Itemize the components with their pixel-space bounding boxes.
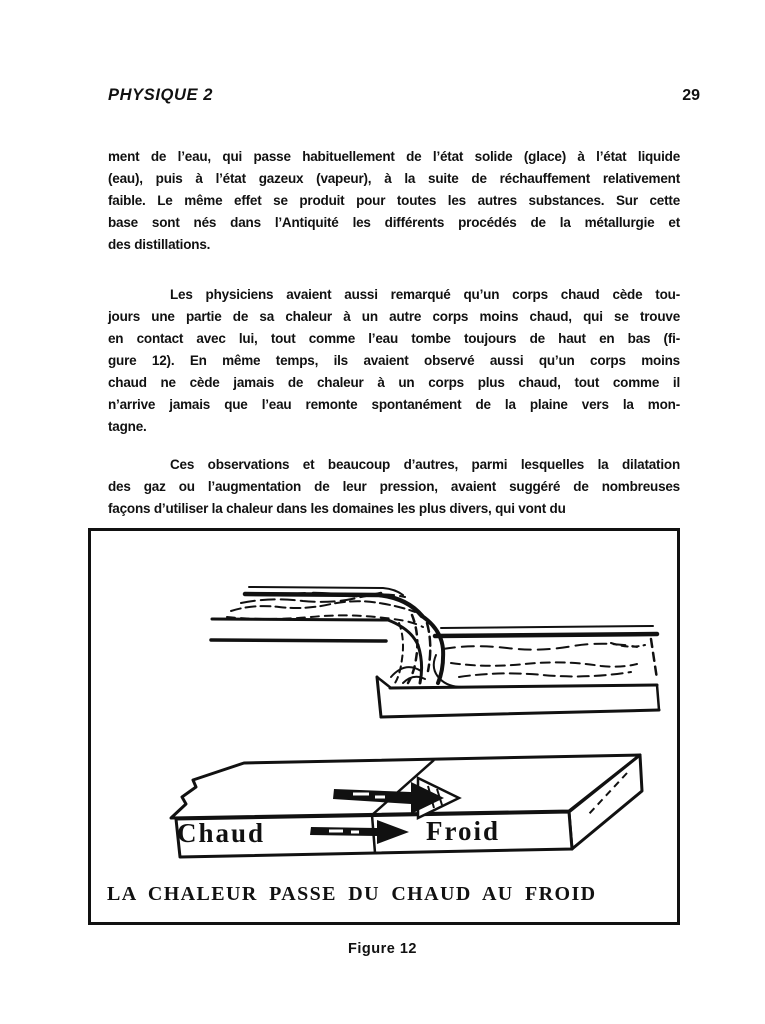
page-header <box>108 86 700 105</box>
text-line: Ces observations et beaucoup d’autres, parmi lesquelles la dilatation <box>170 457 680 472</box>
text-line: gure 12). En même temps, ils avaient observé aussi qu’un corps moins <box>108 353 680 368</box>
paragraph-1 <box>108 146 680 256</box>
text-line: base sont nés dans l’Antiquité les différents procédés de la métallurgie et <box>108 215 680 230</box>
text-line: des distillations. <box>108 237 211 252</box>
text-line: tagne. <box>108 419 147 434</box>
figure-caption: LA CHALEUR PASSE DU CHAUD AU FROID <box>107 883 597 905</box>
text-line: ment de l’eau, qui passe habituellement de l’état solide (glace) à l’état liquide <box>108 149 680 164</box>
figure-12-illustration <box>91 531 677 922</box>
paragraph-3 <box>108 454 680 520</box>
text-line: façons d’utiliser la chaleur dans les domaines les plus divers, qui vont du <box>108 501 566 516</box>
figure-number-label: Figure 12 <box>348 941 417 957</box>
text-line: (eau), puis à l’état gazeux (vapeur), à la suite de réchauffement relativement <box>108 171 680 186</box>
figure-12-frame <box>88 528 680 925</box>
cold-label: Froid <box>425 816 501 846</box>
text-line: faible. Le même effet se produit pour toutes les autres substances. Sur cette <box>108 193 680 208</box>
hot-label: Chaud <box>176 818 266 848</box>
waterfall-illustration <box>211 587 659 717</box>
text-line: des gaz ou l’augmentation de leur pression, avaient suggéré de nombreuses <box>108 479 680 494</box>
running-title: PHYSIQUE 2 <box>108 86 214 104</box>
page-number: 29 <box>682 87 700 104</box>
text-line: n’arrive jamais que l’eau remonte spontanément de la plaine vers la mon- <box>108 397 680 412</box>
text-line: jours une partie de sa chaleur à un autre corps moins chaud, qui se trouve <box>108 309 680 324</box>
text-line: en contact avec lui, tout comme l’eau tombe toujours de haut en bas (fi- <box>108 331 680 346</box>
paragraph-2 <box>108 284 680 438</box>
heat-bar-illustration <box>171 755 642 857</box>
text-line: Les physiciens avaient aussi remarqué qu’un corps chaud cède tou- <box>170 287 680 302</box>
text-line: chaud ne cède jamais de chaleur à un corps plus chaud, tout comme il <box>108 375 680 390</box>
